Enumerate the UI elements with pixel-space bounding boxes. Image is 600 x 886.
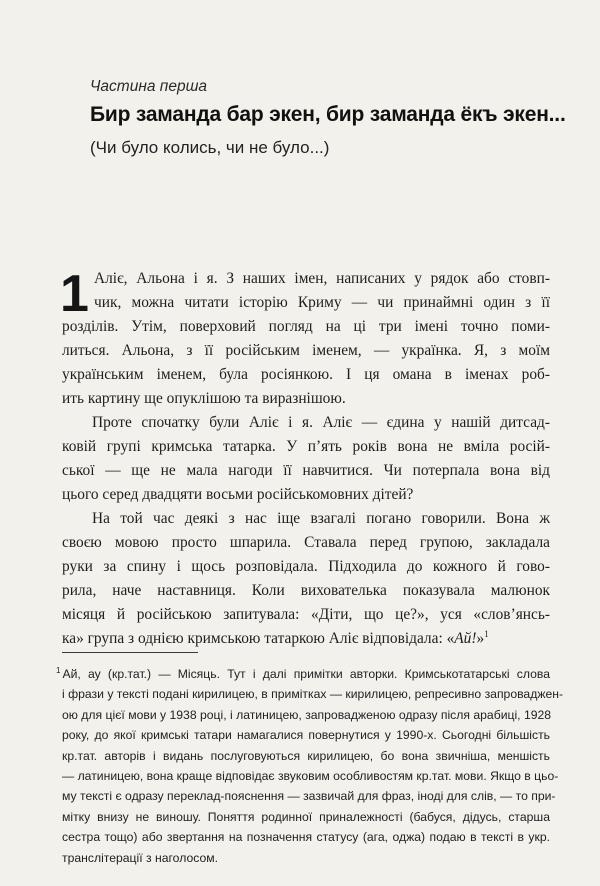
footnote-divider bbox=[62, 652, 198, 653]
footnote-mark: 1 bbox=[56, 665, 61, 675]
body-text bbox=[62, 267, 550, 651]
footnote-line bbox=[56, 664, 550, 684]
body-line: Проте спочатку були Аліє і я. Аліє — єдина у нашій дитсад- bbox=[92, 414, 550, 431]
footnote-line: року, до якої кримські татари намагалися повернутися у 1990-х. Сьогодні більшість bbox=[62, 728, 550, 743]
footnote-line: ою для цієї мови у 1938 році, і латиницею, запровадженою одразу після арабиці, 1928 bbox=[62, 707, 552, 722]
body-line: своєю мовою просто шпарила. Ставала перед групою, закладала bbox=[62, 534, 550, 551]
body-line: Аліє, Альона і я. З наших імен, написаних у рядок або стовп- bbox=[94, 270, 550, 287]
footnote-line: і фрази у тексті подані кирилицею, в примітках — кирилицею, репресивно запроваджен- bbox=[62, 687, 564, 702]
footnote-line: му тексті є одразу переклад-пояснення — зазвичай для фраз, іноді для слів, — то при- bbox=[62, 789, 556, 804]
drop-cap: 1 bbox=[60, 265, 89, 323]
footnote-line: — латиницею, вона краще відповідає звуковим особливостям кр.тат. мови. Якщо в цьо- bbox=[62, 769, 559, 784]
body-line: чик, можна читати історію Криму — чи принаймні один з її bbox=[94, 294, 550, 311]
body-line: ить картину ще опуклішою та виразнішою. bbox=[62, 390, 346, 407]
body-line: ської — ще не мала нагоди її навчитися. Чи потерпала вона від bbox=[62, 462, 550, 479]
footnote-line: мітку внизу не виношу. Поняття родинної приналежності (бабуся, дідусь, старша bbox=[62, 809, 550, 824]
body-line: цього серед двадцяти восьми російськомовних дітей? bbox=[62, 486, 414, 503]
footnote-ref[interactable]: 1 bbox=[484, 628, 489, 639]
body-line-text: ка» група з однією кримською татаркою Аліє відповідала: « bbox=[62, 630, 455, 647]
footnote-line-text: Ай, ау (кр.тат.) — Місяць. Тут і далі примітки авторки. Кримськотатарські слова bbox=[62, 667, 550, 681]
footnote bbox=[56, 664, 564, 868]
footnote-line: транслітерації з наголосом. bbox=[62, 850, 218, 865]
body-line: рила, наче наставниця. Коли вихователька показувала малюнок bbox=[62, 582, 550, 599]
footnote-line: кр.тат. авторів і видань послуговуються кирилицею, бо вона звичніша, меншість bbox=[62, 748, 550, 763]
body-line: місяця й російською запитувала: «Діти, що це?», уся «слов’янсь- bbox=[62, 606, 550, 623]
body-line: розділів. Утім, поверховий погляд на ці три імені точно поми- bbox=[62, 318, 550, 335]
body-line-last bbox=[62, 627, 550, 651]
chapter-title: Бир заманда бар экен, бир заманда ёкъ экен... bbox=[90, 103, 566, 126]
body-line: литься. Альона, з її російським іменем, — українка. Я, з моїм bbox=[62, 342, 550, 359]
footnote-line: сестра тощо) або звертання на позначення статусу (ага, оджа) подаю в тексті в укр. bbox=[62, 830, 550, 845]
body-line: ковій групі кримська татарка. У п’ять років вона не вміла росій- bbox=[62, 438, 550, 455]
part-label: Частина перша bbox=[90, 78, 208, 95]
body-line: руки за спину і щось розповідала. Підходила до кожного й гово- bbox=[62, 558, 550, 575]
closing-quote: » bbox=[476, 630, 485, 647]
body-line: На той час деякі з нас іще взагалі погано говорили. Вона ж bbox=[92, 510, 550, 527]
body-line: українським іменем, була росіянкою. І ця омана в іменах роб- bbox=[62, 366, 550, 383]
moon-answer: Ай! bbox=[454, 630, 477, 647]
chapter-subtitle: (Чи було колись, чи не було...) bbox=[90, 138, 330, 157]
